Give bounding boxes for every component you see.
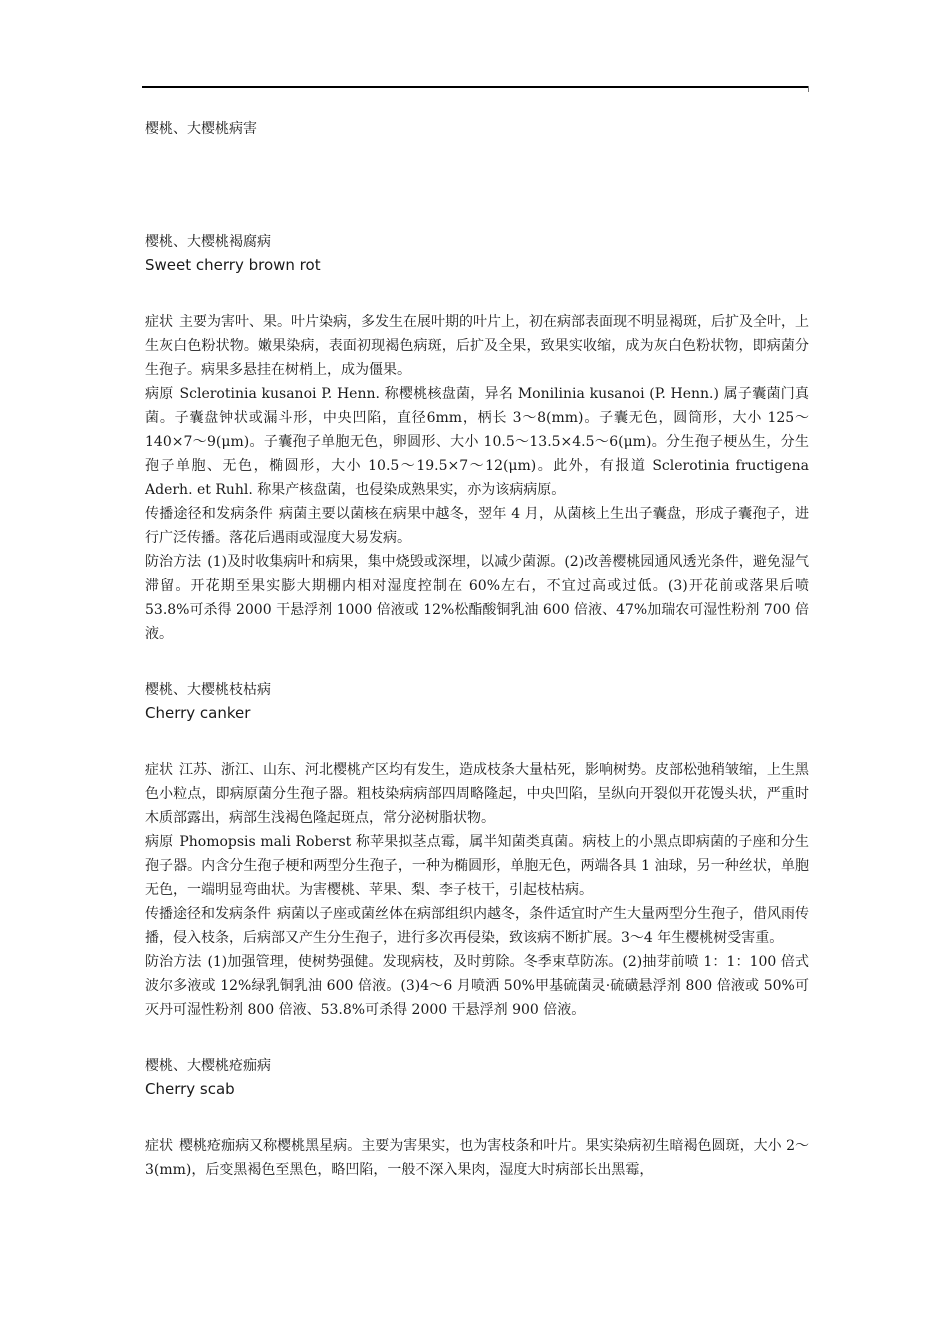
- paragraph-text: 病菌以子座或菌丝体在病部组织内越冬，条件适宜时产生大量两型分生孢子，借风雨传播，侵入枝条，后病部又产生分生孢子，进行多次再侵染，致该病不断扩展。3～4 年生樱桃树受害重。: [145, 906, 809, 946]
- paragraph-text: 病菌主要以菌核在病果中越冬，翌年 4 月，从菌核上生出子囊盘，形成子囊孢子，进行广泛传播。落花后遇雨或湿度大易发病。: [145, 506, 809, 546]
- document-title: 樱桃、大樱桃病害: [145, 121, 257, 137]
- paragraph-label: 病原: [145, 386, 174, 402]
- paragraph-symptoms: [145, 310, 809, 382]
- paragraph-text: (1)及时收集病叶和病果，集中烧毁或深埋，以减少菌源。(2)改善樱桃园通风透光条件，避免湿气滞留。开花期至果实膨大期棚内相对湿度控制在 60%左右，不宜过高或过低。(3)开花前或落果后喷 53.8%可杀得 2000 干悬浮剂 1000 倍液或 12%松酯酸铜乳油 600 倍液、47%加瑞农可湿性粉剂 700 倍液。: [145, 554, 809, 642]
- section-title-cn: 樱桃、大樱桃疮痂病: [145, 1058, 271, 1074]
- section-title-en: Cherry canker: [145, 704, 251, 722]
- paragraph-label: 防治方法: [145, 554, 202, 570]
- section-scab: [145, 1055, 809, 1182]
- paragraph-text: Sclerotinia kusanoi P. Henn. 称樱桃核盘菌，异名 Monilinia kusanoi (P. Henn.) 属子囊菌门真菌。子囊盘钟状或漏斗形，中央凹陷，直径6mm，柄长 3～8(mm)。子囊无色，圆筒形，大小 125～140×7～9(μm)。子囊孢子单胞无色，卵圆形、大小 10.5～13.5×4.5～6(μm)。分生孢子梗丛生，分生孢子单胞、无色，椭圆形，大小 10.5～19.5×7～12(μm)。此外，有报道 Sclerotinia fructigena Aderh. et Ruhl. 称果产核盘菌，也侵染成熟果实，亦为该病病原。: [145, 386, 810, 498]
- paragraph-text: (1)加强管理，使树势强健。发现病枝，及时剪除。冬季束草防冻。(2)抽芽前喷 1：1：100 倍式波尔多液或 12%绿乳铜乳油 600 倍液。(3)4～6 月喷洒 50%甲基硫菌灵·硫磺悬浮剂 800 倍液或 50%可灭丹可湿性粉剂 800 倍液、53.8%可杀得 2000 干悬浮剂 900 倍液。: [145, 954, 809, 1018]
- paragraph-label: 症状: [145, 762, 173, 778]
- paragraph-text: 樱桃疮痂病又称樱桃黑星病。主要为害果实，也为害枝条和叶片。果实染病初生暗褐色圆斑，大小 2～3(mm)，后变黑褐色至黑色，略凹陷，一般不深入果肉，湿度大时病部长出黑霉，: [145, 1138, 809, 1178]
- paragraph-text: 主要为害叶、果。叶片染病，多发生在展叶期的叶片上，初在病部表面现不明显褐斑，后扩及全叶，上生灰白色粉状物。嫩果染病，表面初现褐色病斑，后扩及全果，致果实收缩，成为灰白色粉状物，即病菌分生孢子。病果多悬挂在树梢上，成为僵果。: [145, 314, 809, 378]
- paragraph-symptoms: [145, 758, 809, 830]
- paragraph-transmission: [145, 902, 809, 950]
- paragraph-label: 病原: [145, 834, 174, 850]
- paragraph-label: 防治方法: [145, 954, 202, 970]
- section-brown-rot: [145, 231, 809, 646]
- paragraph-control: [145, 550, 809, 646]
- paragraph-label: 症状: [145, 1138, 174, 1154]
- paragraph-text: Phomopsis mali Roberst 称苹果拟茎点霉，属半知菌类真菌。病枝上的小黑点即病菌的子座和分生孢子器。内含分生孢子梗和两型分生孢子，一种为椭圆形，单胞无色，两端各具 1 油球，另一种丝状，单胞无色，一端明显弯曲状。为害樱桃、苹果、梨、李子枝干，引起枝枯病。: [145, 834, 810, 898]
- paragraph-label: 症状: [145, 314, 173, 330]
- paragraph-control: [145, 950, 809, 1022]
- document-page: [145, 118, 809, 1182]
- paragraph-pathogen: [145, 382, 809, 502]
- paragraph-text: 江苏、浙江、山东、河北樱桃产区均有发生，造成枝条大量枯死，影响树势。皮部松弛稍皱缩，上生黑色小粒点，即病原菌分生孢子器。粗枝染病病部四周略隆起，中央凹陷，呈纵向开裂似开花馒头状，严重时木质部露出，病部生浅褐色隆起斑点，常分泌树脂状物。: [145, 762, 809, 826]
- section-canker: [145, 679, 809, 1022]
- header-rule: [142, 86, 809, 88]
- section-title-cn: 樱桃、大樱桃枝枯病: [145, 682, 271, 698]
- paragraph-pathogen: [145, 830, 809, 902]
- section-title-en: Cherry scab: [145, 1080, 235, 1098]
- header-rule-tick: [808, 86, 809, 92]
- section-title-en: Sweet cherry brown rot: [145, 256, 321, 274]
- paragraph-symptoms: [145, 1134, 809, 1182]
- paragraph-transmission: [145, 502, 809, 550]
- paragraph-label: 传播途径和发病条件: [145, 906, 271, 922]
- paragraph-label: 传播途径和发病条件: [145, 506, 273, 522]
- section-title-cn: 樱桃、大樱桃褐腐病: [145, 234, 271, 250]
